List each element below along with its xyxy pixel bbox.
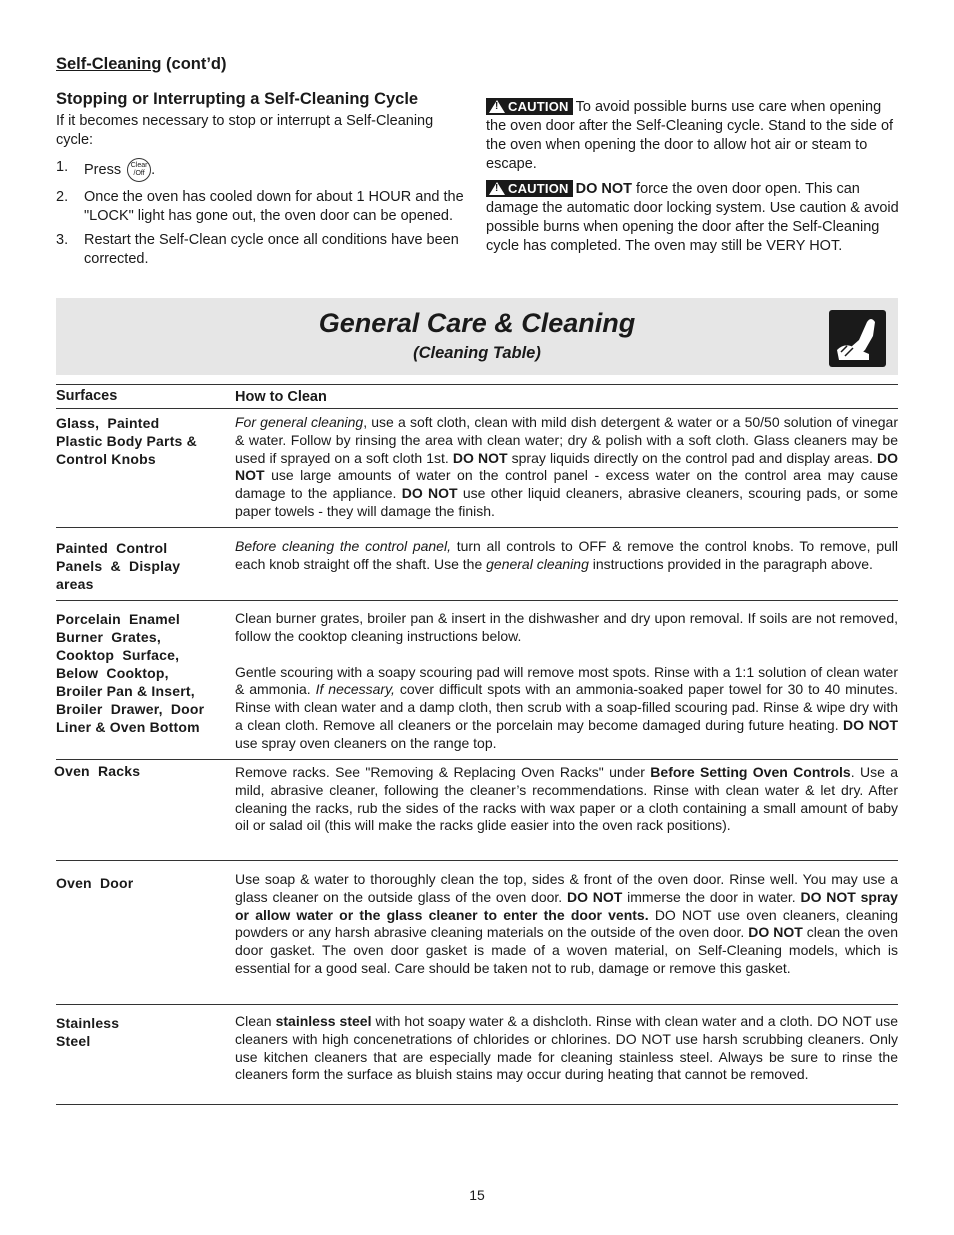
row-rule — [56, 759, 898, 760]
text-run: use other liquid cleaners, abrasive cleaners, scouring pads, or some paper towels - they will damage the finish. — [235, 485, 898, 519]
text-run: instructions provided in the paragraph above. — [588, 555, 873, 572]
caution-label: CAUTION — [508, 181, 569, 196]
text-run: with hot soapy water & a dishcloth. Rinse with clean water and a cloth. DO NOT use cleaners with high concenetrations of chlorides or chlorines. DO NOT use harsh scrubbing cleaners. Only use kitchen cleaners that are especially made for cleaning stainless steel. Always be sure to rinse the cleaners form the surface as bluish stains may occur during heating that cannot be removed. — [235, 1013, 898, 1083]
step-3 — [56, 231, 466, 268]
surface-line: Control Knobs — [56, 451, 156, 467]
row-surface-control-panels — [56, 539, 226, 593]
row-paragraph — [235, 414, 898, 521]
text-run: spray liquids directly on the control pad and display areas. — [507, 449, 877, 466]
text-run: immerse the door in water. — [622, 888, 801, 905]
text-run: Before cleaning the control panel, — [235, 538, 451, 554]
row-rule — [56, 600, 898, 601]
row-paragraph — [235, 538, 898, 574]
text-run: DO NOT — [235, 449, 898, 484]
caution-text: force the oven door open. This can damage the automatic door locking system. Use caution & avoid possible burns when opening the door after the Self-Cleaning cycle has completed. The oven may still be VERY HOT. — [486, 181, 899, 254]
surface-line: Below Cooktop, — [56, 665, 169, 681]
surface-line: Glass, Painted — [56, 415, 160, 431]
surface-line: Steel — [56, 1033, 91, 1049]
text-run: Clean — [235, 1013, 276, 1029]
surface-line: Painted Control — [56, 540, 168, 556]
text-run: DO NOT — [567, 888, 623, 905]
page-number: 15 — [469, 1187, 485, 1203]
caution-note-1 — [486, 98, 900, 174]
surface-line: Cooktop Surface, — [56, 647, 180, 663]
surface-line: Liner & Oven Bottom — [56, 719, 200, 735]
text-run: DO NOT — [748, 924, 803, 941]
text-run: use spray oven cleaners on the range top. — [235, 734, 497, 751]
step-text: Restart the Self-Clean cycle once all conditions have been corrected. — [84, 232, 459, 267]
surface-line: Panels & Display — [56, 558, 181, 574]
caution-text: To avoid possible burns use care when opening the oven door after the Self-Cleaning cycle. Stand to the side of the oven when opening the door to allow hot air or steam to escape. — [486, 99, 894, 172]
surface-line: Oven Racks — [54, 763, 141, 779]
row-how-oven-racks — [235, 764, 898, 835]
text-run: DO NOT spray or allow water or the glass cleaner to enter the door vents. — [235, 888, 898, 923]
section-title — [56, 55, 227, 74]
row-paragraph — [235, 610, 898, 646]
text-run: use large amounts of water on the control panel - excess water on the control area may cause damage to the appliance. — [235, 467, 898, 502]
text-run: general cleaning — [486, 555, 589, 572]
stopping-intro: If it becomes necessary to stop or interrupt a Self-Cleaning cycle: — [56, 113, 434, 148]
row-paragraph — [235, 1013, 898, 1084]
surface-line: Plastic Body Parts & — [56, 433, 197, 449]
row-surface-porcelain — [56, 610, 226, 736]
cleaning-hand-icon — [829, 310, 886, 367]
clear-key-label-1: Clear — [130, 162, 148, 169]
step-number: 3. — [56, 232, 69, 249]
caution-note-2 — [486, 180, 900, 256]
surface-line: areas — [56, 576, 94, 592]
text-run: Clean burner grates, broiler pan & insert in the dishwasher and dry upon removal. If soils are not removed, follow the cooktop cleaning instructions below. — [235, 610, 898, 644]
text-run: . Use a mild, abrasive cleaner, following the cleaner’s recommendations. Rinse with clean water & let dry. After cleaning the racks, rub the sides of the racks with wax paper or a cloth containing a small amount of baby oil or salad oil (this will make the racks glide easier into the oven rack positions). — [235, 764, 898, 834]
surface-line: Burner Grates, — [56, 629, 161, 645]
text-run: Remove racks. See "Removing & Replacing Oven Racks" under — [235, 764, 651, 780]
step-number: 1. — [56, 159, 69, 175]
text-run: If necessary, — [315, 681, 395, 698]
text-run: For general cleaning — [235, 414, 364, 430]
warning-triangle-icon — [489, 182, 505, 195]
step-text: Press — [84, 161, 126, 178]
section-title-main: Self-Cleaning — [56, 55, 162, 73]
text-run: Before Setting Oven Controls — [650, 764, 851, 780]
row-how-oven-door — [235, 871, 898, 978]
table-bottom-rule — [56, 1104, 898, 1105]
caution-badge — [486, 180, 573, 197]
step-1 — [56, 158, 466, 182]
surface-line: Porcelain Enamel — [56, 611, 181, 627]
text-run: turn all controls to OFF & remove the control knobs. To remove, pull each knob straight off the shaft. Use the — [235, 538, 898, 572]
table-header-rule — [56, 408, 898, 409]
row-paragraph-2 — [235, 664, 898, 753]
surface-line: Broiler Pan & Insert, — [56, 683, 195, 699]
step-2 — [56, 188, 466, 225]
clear-key-label-2: /Off — [133, 170, 145, 177]
column-header-how-to-clean: How to Clean — [235, 389, 327, 405]
row-how-control-panels — [235, 538, 898, 574]
row-surface-oven-door — [56, 874, 226, 892]
text-run: clean the oven door gasket. The oven door gasket is made of a woven material, on Self-Cleaning models, which is essential for a good seal. Care should be taken not to rub, damage or remove this gasket. — [235, 924, 898, 976]
surface-line: Broiler Drawer, Door — [56, 701, 205, 717]
text-run: DO NOT — [452, 449, 508, 466]
text-run: DO NOT — [401, 485, 458, 502]
row-how-porcelain — [235, 610, 898, 753]
caution-label: CAUTION — [508, 99, 569, 114]
step-text: Once the oven has cooled down for about 1 HOUR and the "LOCK" light has gone out, the oven door can be opened. — [84, 189, 464, 224]
text-run: DO NOT — [843, 716, 898, 733]
row-rule — [56, 527, 898, 528]
banner-subtitle: (Cleaning Table) — [413, 344, 541, 362]
text-run: Gentle scouring with a soapy scouring pad will remove most spots. Rinse with a 1:1 solution of clean water & ammonia. — [235, 663, 898, 698]
row-surface-glass — [56, 414, 226, 468]
row-rule — [56, 1004, 898, 1005]
step-text-end: . — [151, 161, 156, 178]
surface-line: Oven Door — [56, 875, 134, 891]
stopping-heading: Stopping or Interrupting a Self-Cleaning Cycle — [56, 90, 419, 108]
step-number: 2. — [56, 189, 69, 205]
row-how-glass — [235, 414, 898, 521]
row-surface-stainless-steel — [56, 1014, 226, 1050]
stopping-steps — [56, 158, 466, 274]
care-cleaning-banner — [56, 298, 898, 375]
table-top-rule — [56, 384, 898, 385]
column-header-surfaces: Surfaces — [56, 388, 118, 404]
row-paragraph — [235, 764, 898, 835]
surface-line: Stainless — [56, 1015, 120, 1031]
row-paragraph — [235, 871, 898, 978]
row-rule — [56, 860, 898, 861]
text-run: , use a soft cloth, clean with mild dish detergent & water or a 50/50 solution of vinegar & water. Follow by rinsing the area with clean water; dry & polish with a soft cloth. Glass cleaners may be used if sprayed on a soft cloth 1st. — [235, 414, 898, 466]
text-run: stainless steel — [275, 1013, 372, 1029]
text-run: cover difficult spots with an ammonia-soaked paper towel for 30 to 40 minutes. Rinse with clean water and a damp cloth, then scrub with a soap-filled scouring pad. Rinse & wipe dry with a clean cloth. Remove all cleaners or the porcelain may become damaged during future heating. — [235, 681, 899, 733]
row-surface-oven-racks — [54, 762, 224, 780]
clear-off-key-icon — [127, 158, 151, 182]
section-title-suffix: (cont’d) — [161, 55, 227, 73]
banner-title: General Care & Cleaning — [318, 308, 636, 338]
warning-triangle-icon — [489, 100, 505, 113]
text-run: DO NOT use oven cleaners, cleaning powders or any harsh abrasive cleaning materials on the outside of the oven door. — [235, 906, 899, 941]
caution-badge — [486, 98, 573, 115]
row-how-stainless-steel — [235, 1013, 898, 1084]
text-run: Use soap & water to thoroughly clean the top, sides & front of the oven door. Rinse well. You may use a glass cleaner on the outside glass of the oven door. — [235, 871, 898, 905]
caution-bold: DO NOT — [575, 181, 633, 197]
